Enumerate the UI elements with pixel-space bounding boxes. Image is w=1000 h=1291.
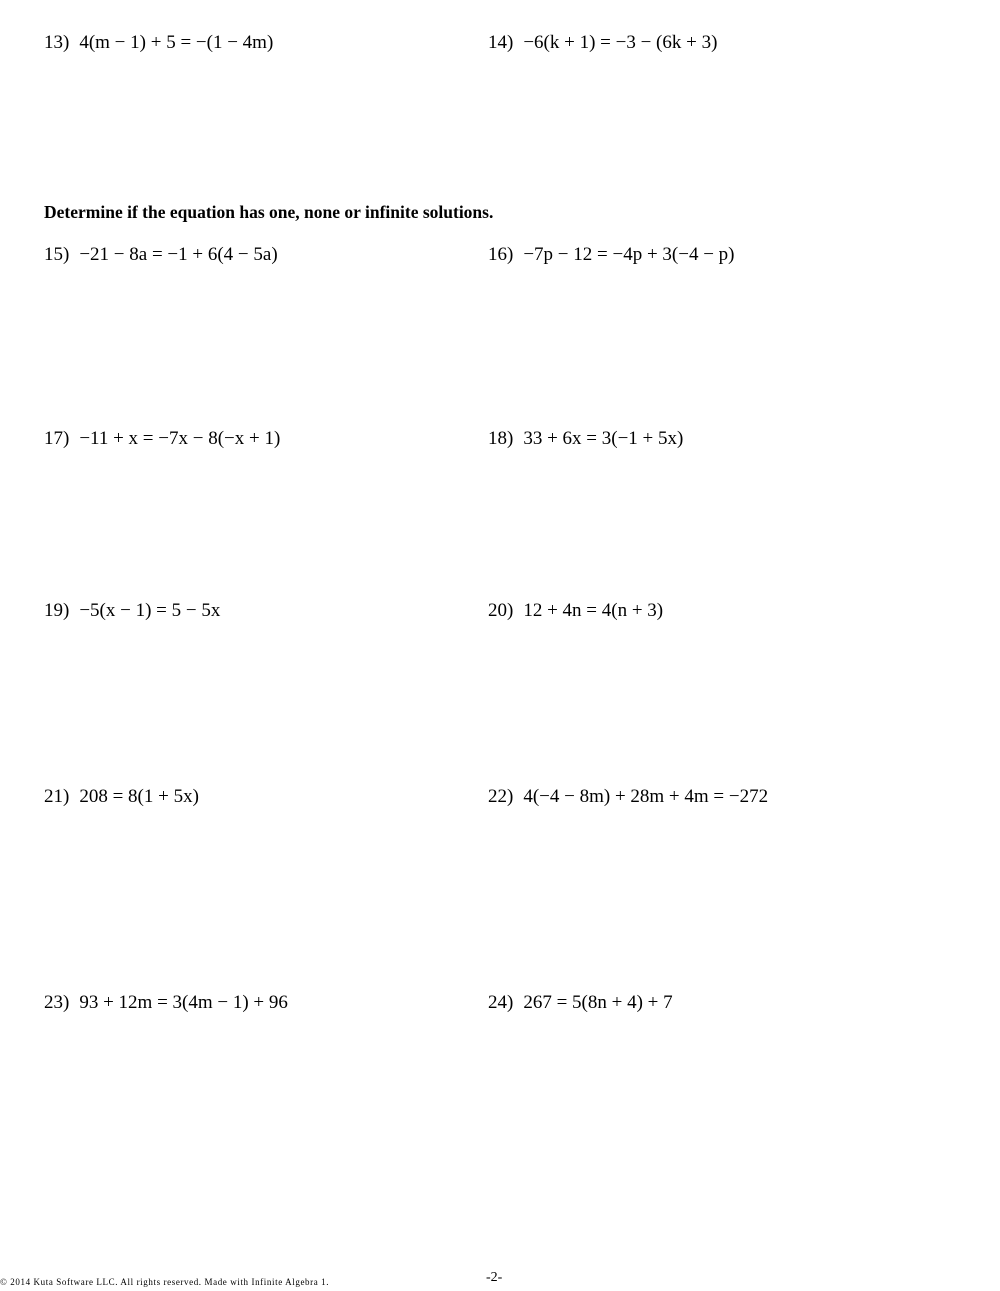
problem-equation: −5(x − 1) = 5 − 5x (79, 600, 221, 621)
problem-equation: 4(−4 − 8m) + 28m + 4m = −272 (523, 786, 769, 807)
problem-18 (488, 427, 683, 451)
problem-equation: −7p − 12 = −4p + 3(−4 − p) (523, 244, 735, 265)
problem-23 (44, 991, 288, 1015)
problem-equation: 33 + 6x = 3(−1 + 5x) (523, 428, 684, 449)
problem-14 (488, 31, 717, 55)
problem-number: 16) (488, 244, 514, 265)
problem-16 (488, 243, 735, 267)
problem-20 (488, 599, 663, 623)
problem-number: 22) (488, 786, 514, 807)
problem-21 (44, 785, 199, 809)
problem-equation: −11 + x = −7x − 8(−x + 1) (79, 428, 281, 449)
section-instruction: Determine if the equation has one, none or infinite solutions. (44, 202, 494, 222)
problem-equation: 267 = 5(8n + 4) + 7 (523, 992, 673, 1013)
problem-number: 13) (44, 32, 70, 53)
problem-15 (44, 243, 278, 267)
problem-number: 14) (488, 32, 514, 53)
problem-number: 17) (44, 428, 70, 449)
problem-number: 15) (44, 244, 70, 265)
problem-equation: −6(k + 1) = −3 − (6k + 3) (523, 32, 718, 53)
footer-copyright: © 2014 Kuta Software LLC. All rights reserved. Made with Infinite Algebra 1. (0, 1277, 330, 1287)
problem-number: 20) (488, 600, 514, 621)
problem-19 (44, 599, 220, 623)
problem-number: 23) (44, 992, 70, 1013)
problem-number: 18) (488, 428, 514, 449)
page-number: -2- (486, 1270, 503, 1285)
problem-24 (488, 991, 673, 1015)
problem-number: 19) (44, 600, 70, 621)
problem-17 (44, 427, 280, 451)
problem-equation: −21 − 8a = −1 + 6(4 − 5a) (79, 244, 278, 265)
problem-equation: 12 + 4n = 4(n + 3) (523, 600, 664, 621)
problem-equation: 208 = 8(1 + 5x) (79, 786, 199, 807)
problem-equation: 4(m − 1) + 5 = −(1 − 4m) (79, 32, 274, 53)
problem-13 (44, 31, 273, 55)
problem-number: 24) (488, 992, 514, 1013)
problem-equation: 93 + 12m = 3(4m − 1) + 96 (79, 992, 288, 1013)
problem-22 (488, 785, 768, 809)
problem-number: 21) (44, 786, 70, 807)
